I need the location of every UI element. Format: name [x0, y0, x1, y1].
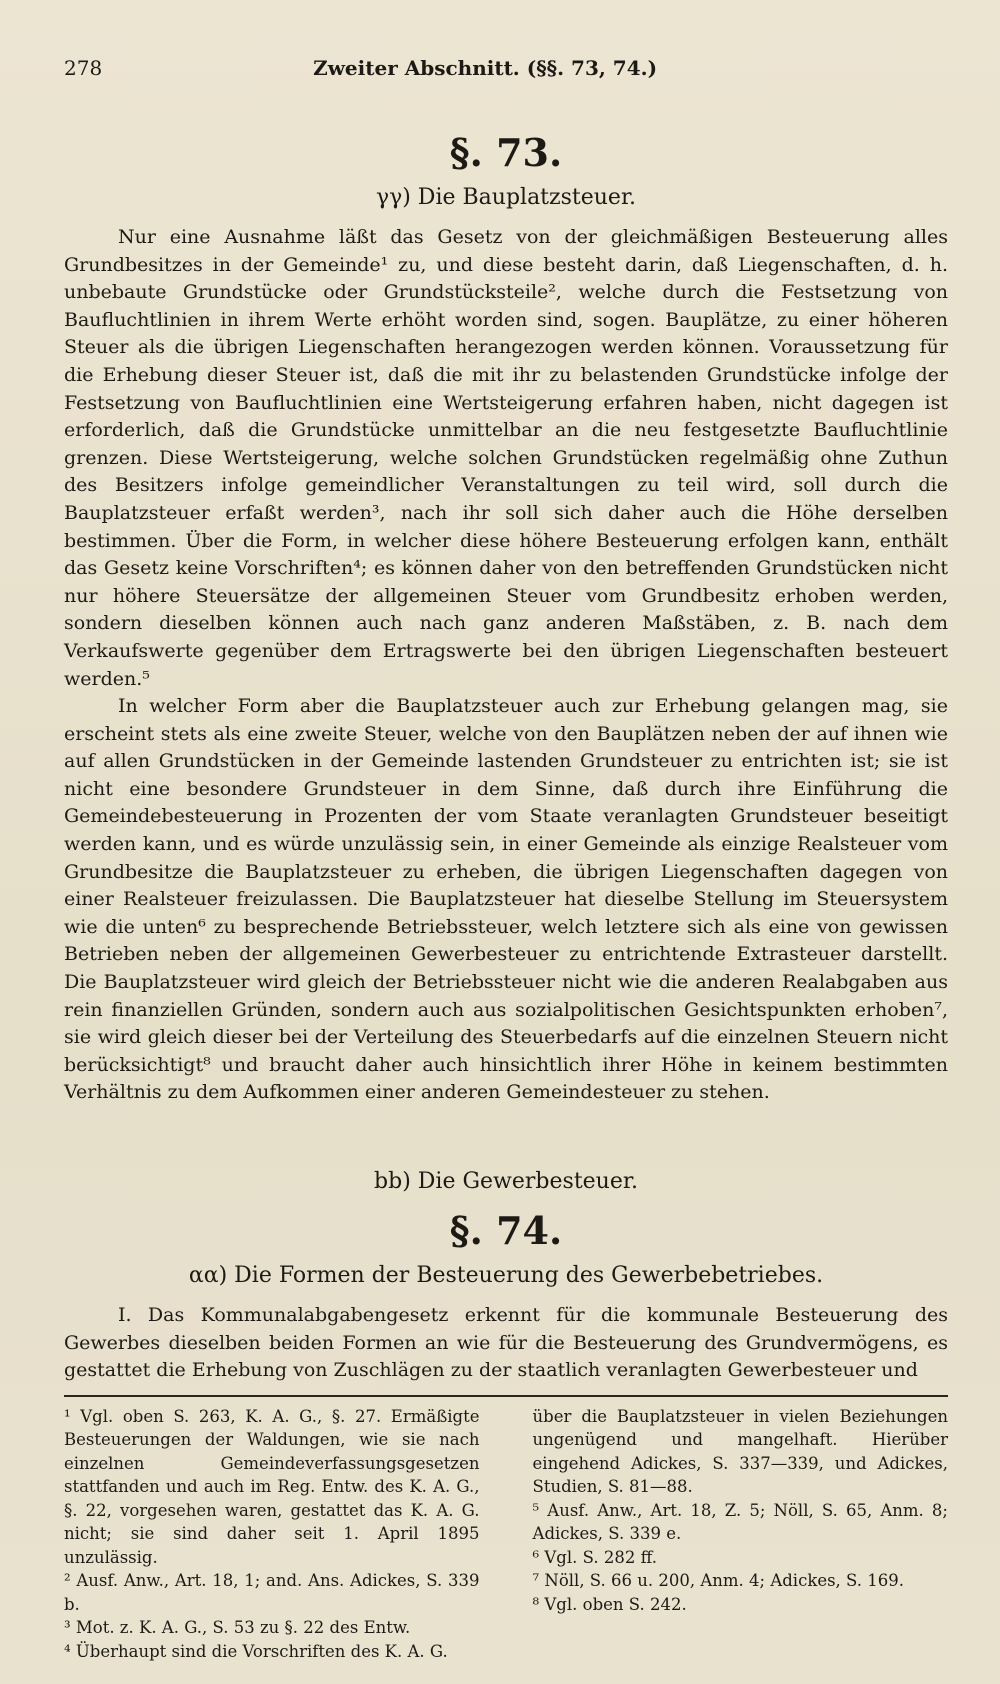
footnotes-left-column [64, 1405, 479, 1664]
section-73-title: γγ) Die Bauplatzsteuer. [375, 185, 637, 210]
footnote: ⁴ Überhaupt sind die Vorschriften des K. A. G. [64, 1641, 448, 1661]
footnote: ² Ausf. Anw., Art. 18, 1; and. Ans. Adickes, S. 339 b. [64, 1571, 480, 1614]
footnotes [64, 1405, 948, 1664]
footnote: ³ Mot. z. K. A. G., S. 53 zu §. 22 des Entw. [64, 1618, 411, 1638]
footnote: über die Bauplatzsteuer in vielen Beziehungen ungenügend und mangelhaft. Hierüber eingehend Adickes, S. 337—339, und Adickes, Studien, S. 81—88. [532, 1406, 948, 1497]
page-header [64, 56, 948, 86]
footnote-rule [64, 1395, 948, 1397]
paragraph-73-1: Nur eine Ausnahme läßt das Gesetz von der gleichmäßigen Besteuerung alles Grundbesitzes in der Gemeinde¹ zu, und diese besteht darin, daß Liegenschaften, d. h. unbebaute Grundstücke oder Grundstücksteile², welche durch die Festsetzung von Baufluchtlinien in ihrem Werte erhöht worden sind, sogen. Bauplätze, zu einer höheren Steuer als die übrigen Liegenschaften herangezogen werden können. Voraussetzung für die Erhebung dieser Steuer ist, daß die mit ihr zu belastenden Grundstücke infolge der Festsetzung von Baufluchtlinien eine Wertsteigerung erfahren haben, nicht dagegen ist erforderlich, daß die Grundstücke unmittelbar an die neu festgesetzte Baufluchtlinie grenzen. Diese Wertsteigerung, welche solchen Grundstücken regelmäßig ohne Zuthun des Besitzers infolge gemeindlicher Veranstaltungen zu teil wird, soll durch die Bauplatzsteuer erfaßt werden³, nach ihr soll sich daher auch die Höhe derselben bestimmen. Über die Form, in welcher diese höhere Besteuerung erfolgen kann, enthält das Gesetz keine Vorschriften⁴; es können daher von den betreffenden Grundstücken nicht nur höhere Steuersätze der allgemeinen Steuer vom Grundbesitz erhoben werden, sondern dieselben können auch nach ganz anderen Maßstäben, z. B. nach dem Verkaufswerte gegenüber dem Ertragswerte bei den übrigen Liegenschaften besteuert werden.⁵ [64, 226, 948, 690]
subheading-gewerbesteuer: bb) Die Gewerbesteuer. [374, 1169, 638, 1194]
running-title: Zweiter Abschnitt. (§§. 73, 74.) [313, 56, 658, 80]
section-73-number: §. 73. [449, 130, 563, 175]
footnote: ⁵ Ausf. Anw., Art. 18, Z. 5; Nöll, S. 65, Anm. 8; Adickes, S. 339 e. [532, 1500, 948, 1544]
footnote: ⁶ Vgl. S. 282 ff. [532, 1547, 657, 1567]
paragraph-73-2: In welcher Form aber die Bauplatzsteuer auch zur Erhebung gelangen mag, sie erscheint stets als eine zweite Steuer, welche von den Bauplätzen neben der auf ihnen wie auf allen Grundstücken in der Gemeinde lastenden Grundsteuer zu entrichten ist; sie ist nicht eine besondere Grundsteuer in dem Sinne, daß durch ihre Einführung die Gemeindebesteuerung in Prozenten der vom Staate veranlagten Grundsteuer beseitigt werden kann, und es würde unzulässig sein, in einer Gemeinde als einzige Realsteuer vom Grundbesitze die Bauplatzsteuer zu erheben, die übrigen Liegenschaften dagegen von einer Realsteuer freizulassen. Die Bauplatzsteuer hat dieselbe Stellung im Steuersystem wie die unten⁶ zu besprechende Betriebssteuer, welch letztere sich als eine von gewissen Betrieben neben der allgemeinen Gewerbesteuer zu entrichtende Extrasteuer darstellt. Die Bauplatzsteuer wird gleich der Betriebssteuer nicht wie die anderen Realabgaben aus rein finanziellen Gründen, sondern auch aus sozialpolitischen Gesichtspunkten erhoben⁷, sie wird gleich dieser bei der Verteilung des Steuerbedarfs auf die einzelnen Steuern nicht berücksichtigt⁸ und braucht daher auch hinsichtlich ihrer Höhe in keinem bestimmten Verhältnis zu dem Aufkommen einer anderen Gemeindesteuer zu stehen. [64, 695, 948, 1104]
footnote: ⁷ Nöll, S. 66 u. 200, Anm. 4; Adickes, S. 169. [532, 1571, 904, 1591]
footnotes-right-column [533, 1405, 948, 1664]
section-74-number: §. 74. [449, 1208, 563, 1253]
footnote: ⁸ Vgl. oben S. 242. [532, 1594, 687, 1614]
paragraph-74-1: I. Das Kommunalabgabengesetz erkennt für die kommunale Besteuerung des Gewerbes dieselben beiden Formen an wie für die Besteuerung des Grundvermögens, es gestattet die Erhebung von Zuschlägen zu der staatlich veranlagten Gewerbesteuer und [64, 1304, 948, 1382]
page-number: 278 [64, 56, 103, 80]
footnote: ¹ Vgl. oben S. 263, K. A. G., §. 27. Ermäßigte Besteuerungen der Waldungen, wie sie nach einzelnen Gemeindeverfassungsgesetzen stattfanden und auch im Reg. Entw. des K. A. G., §. 22, vorgesehen waren, gestattet das K. A. G. nicht; sie sind daher seit 1. April 1895 unzulässig. [64, 1406, 480, 1567]
section-74-title: αα) Die Formen der Besteuerung des Gewerbebetriebes. [188, 1263, 824, 1288]
